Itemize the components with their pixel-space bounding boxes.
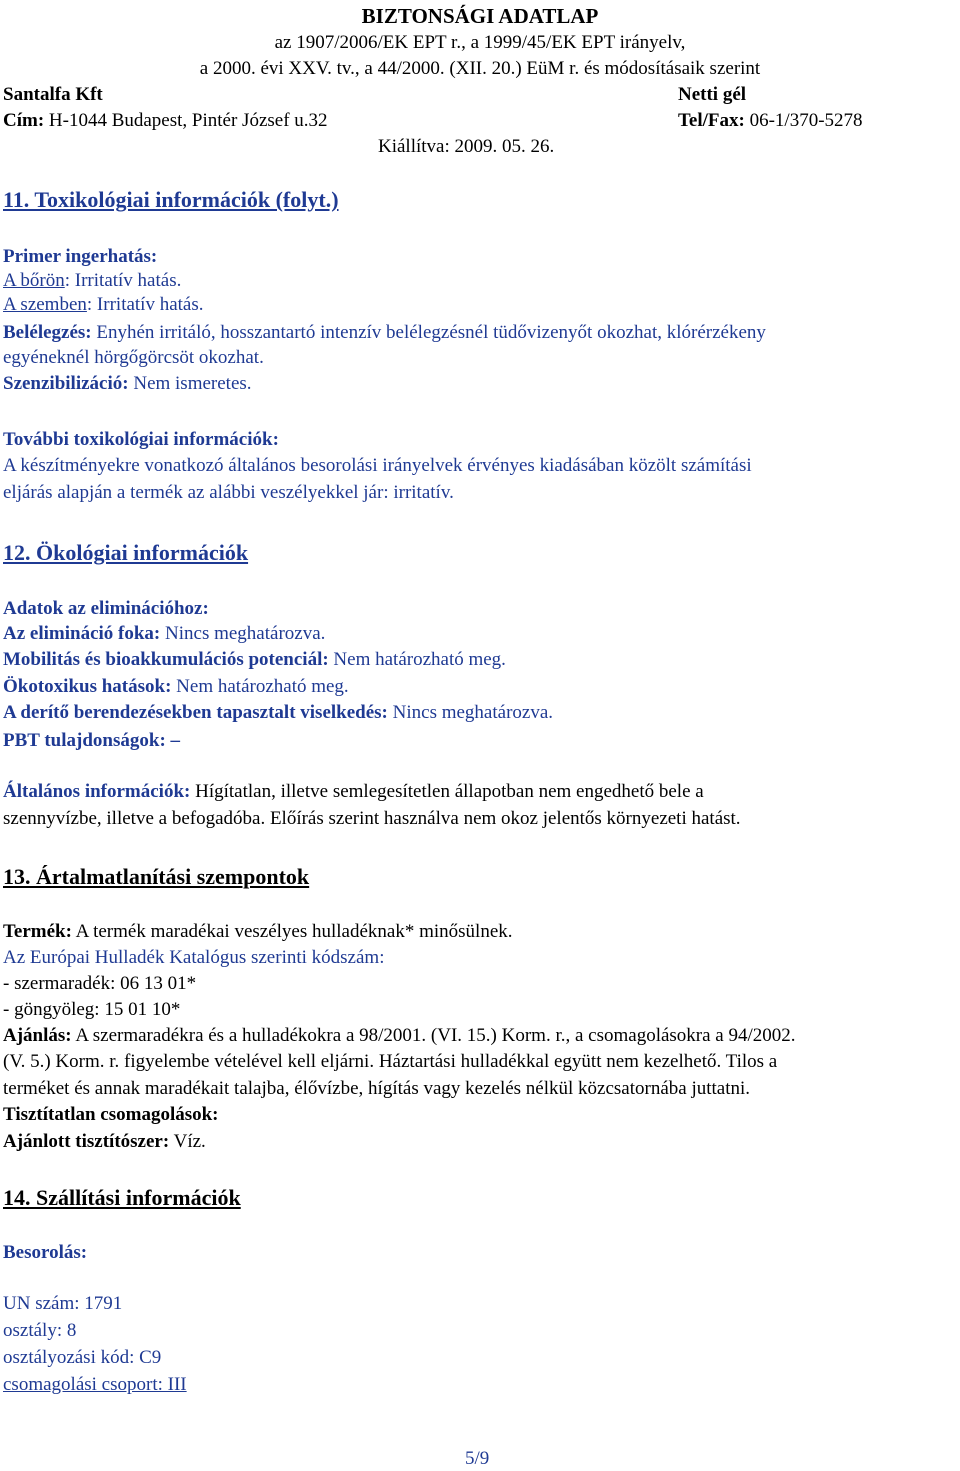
general-info-line-2: szennyvízbe, illetve a befogadóba. Előírás szerint használva nem okoz jelentős környezeti hatást.: [3, 808, 741, 829]
product-name: Netti gél: [678, 84, 747, 105]
further-info-label: További toxikológiai információk:: [3, 429, 279, 450]
recommendation-line-3: terméket és annak maradékait talajba, élővízbe, hígítás vagy kezelés nélkül közcsatornába juttatni.: [3, 1078, 751, 1099]
residue-code: - szermaradék: 06 13 01*: [3, 973, 197, 994]
classification-code: osztályozási kód: C9: [3, 1347, 162, 1368]
general-info-value-1: Hígítatlan, illetve semlegesítetlen állapotban nem engedhető bele a: [190, 781, 704, 802]
inhalation-line-2: egyéneknél hörgőgörcsöt okozhat.: [3, 347, 264, 368]
classification-label: Besorolás:: [3, 1242, 88, 1263]
address-value: H-1044 Budapest, Pintér József u.32: [48, 110, 328, 131]
pbt-properties: PBT tulajdonságok: –: [3, 730, 181, 751]
eye-value: : Irritatív hatás.: [86, 294, 204, 315]
skin-label: A bőrön: [3, 270, 65, 291]
packaging-code: - göngyöleg: 15 01 10*: [3, 999, 181, 1020]
elimination-label: Adatok az eliminációhoz:: [3, 598, 209, 619]
page-number: 5/9: [465, 1448, 490, 1469]
phone-label: Tel/Fax:: [678, 110, 745, 131]
ecotoxicity: [3, 675, 349, 699]
sensitization-value: Nem ismeretes.: [128, 373, 252, 394]
product-waste: [3, 920, 513, 944]
recommended-cleaner-label: Ajánlott tisztítószer:: [3, 1131, 170, 1152]
phone-value: 06-1/370-5278: [749, 110, 863, 131]
document-title: BIZTONSÁGI ADATLAP: [361, 4, 599, 28]
inhalation-value-1: Enyhén irritáló, hosszantartó intenzív belélegzésnél tüdővizenyőt okozhat, klórérzékeny: [91, 322, 766, 343]
phone: [678, 109, 863, 133]
elimination-degree: [3, 622, 325, 646]
sensitization-label: Szenzibilizáció:: [3, 373, 129, 394]
general-info-line-1: [3, 780, 704, 804]
mobility-label: Mobilitás és bioakkumulációs potenciál:: [3, 649, 329, 670]
company-name: Santalfa Kft: [3, 84, 103, 105]
recommended-cleaner: [3, 1130, 206, 1154]
elimination-degree-label: Az elimináció foka:: [3, 623, 161, 644]
ecotoxicity-label: Ökotoxikus hatások:: [3, 676, 172, 697]
further-info-text-1: A készítményekre vonatkozó általános besorolási irányelvek érvényes kiadásában közölt számítási: [3, 455, 752, 476]
treatment-value: Nincs meghatározva.: [387, 702, 554, 723]
regulation-line-1: az 1907/2006/EK EPT r., a 1999/45/EK EPT irányelv,: [274, 32, 686, 53]
treatment-label: A derítő berendezésekben tapasztalt viselkedés:: [3, 702, 388, 723]
further-info-text-2: eljárás alapján a termék az alábbi veszélyekkel jár: irritatív.: [3, 482, 454, 503]
uncleaned-packaging-label: Tisztítatlan csomagolások:: [3, 1104, 219, 1125]
mobility-value: Nem határozható meg.: [328, 649, 506, 670]
regulation-line-2: a 2000. évi XXV. tv., a 44/2000. (XII. 20.) EüM r. és módosításaik szerint: [199, 58, 761, 79]
recommendation-label: Ajánlás:: [3, 1025, 72, 1046]
ecotoxicity-value: Nem határozható meg.: [171, 676, 349, 697]
inhalation-label: Belélegzés:: [3, 322, 92, 343]
address: [3, 109, 328, 133]
sensitization: [3, 372, 252, 396]
recommended-cleaner-value: Víz.: [169, 1131, 206, 1152]
mobility: [3, 648, 506, 672]
hazard-class: osztály: 8: [3, 1320, 77, 1341]
issue-date: Kiállítva: 2009. 05. 26.: [378, 136, 555, 157]
recommendation-line-1: [3, 1024, 796, 1048]
treatment-behaviour: [3, 701, 553, 725]
section-14-title: 14. Szállítási információk: [3, 1185, 241, 1210]
recommendation-line-2: (V. 5.) Korm. r. figyelembe vételével kell eljárni. Háztartási hulladékkal együtt nem kezelhető. Tilos a: [3, 1051, 778, 1072]
primer-label: Primer ingerhatás:: [3, 246, 158, 267]
elimination-degree-value: Nincs meghatározva.: [160, 623, 326, 644]
product-waste-value: A termék maradékai veszélyes hulladéknak* minősülnek.: [71, 921, 513, 942]
inhalation-line-1: [3, 321, 766, 345]
product-waste-label: Termék:: [3, 921, 72, 942]
packing-group: csomagolási csoport: III: [3, 1374, 187, 1395]
recommendation-value-1: A szermaradékra és a hulladékokra a 98/2001. (VI. 15.) Korm. r., a csomagolásokra a 94/2002.: [71, 1025, 796, 1046]
waste-catalogue: Az Európai Hulladék Katalógus szerinti kódszám:: [3, 947, 385, 968]
general-info-label: Általános információk:: [3, 781, 191, 802]
skin-value: : Irritatív hatás.: [64, 270, 182, 291]
address-label: Cím:: [3, 110, 45, 131]
un-number: UN szám: 1791: [3, 1293, 123, 1314]
section-11-title: 11. Toxikológiai információk (folyt.): [3, 187, 339, 212]
eye-effect: [3, 293, 204, 317]
section-13-title: 13. Ártalmatlanítási szempontok: [3, 864, 310, 889]
section-12-title: 12. Ökológiai információk: [3, 540, 249, 565]
skin-effect: [3, 269, 181, 293]
eye-label: A szemben: [3, 294, 87, 315]
